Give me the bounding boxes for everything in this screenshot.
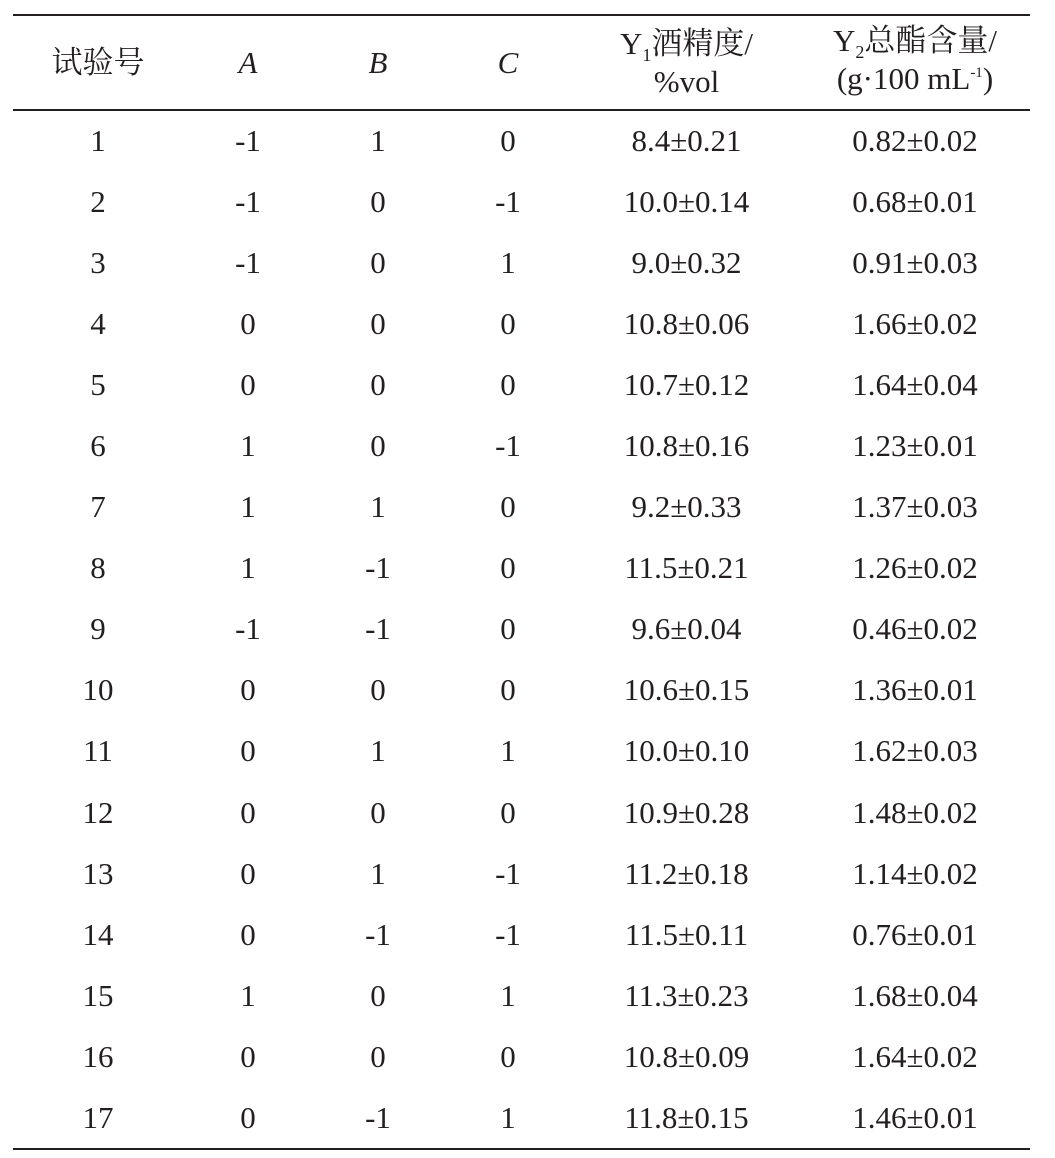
factor-a-cell: -1: [235, 123, 261, 159]
alcohol-content-cell: 11.5±0.21: [624, 550, 749, 586]
header-factor-b: B: [368, 44, 388, 80]
factor-c-cell: 1: [500, 1099, 516, 1135]
alcohol-content-cell: 10.7±0.12: [623, 366, 750, 402]
table-row: [13, 660, 1030, 721]
total-ester-cell: 1.14±0.02: [852, 855, 978, 891]
factor-b-cell: -1: [365, 1099, 391, 1135]
factor-c-cell: 1: [500, 733, 516, 769]
trial-number-cell: 5: [90, 366, 106, 402]
trial-number-cell: 10: [82, 672, 114, 708]
trial-number-cell: 7: [90, 489, 106, 525]
table-body: [13, 110, 1030, 1149]
table-row: [13, 721, 1030, 782]
trial-number-cell: 2: [90, 183, 106, 219]
factor-a-cell: 0: [240, 305, 256, 341]
table-row: [13, 171, 1030, 232]
total-ester-cell: 1.48±0.02: [852, 794, 978, 830]
alcohol-content-cell: 11.3±0.23: [624, 977, 749, 1013]
alcohol-content-cell: 11.5±0.11: [624, 916, 749, 952]
factor-c-cell: 0: [500, 123, 516, 159]
factor-c-cell: 0: [500, 672, 516, 708]
factor-b-cell: 1: [370, 489, 386, 525]
total-ester-cell: 1.37±0.03: [852, 489, 978, 525]
table-row: [13, 354, 1030, 415]
factor-c-cell: -1: [495, 428, 521, 464]
total-ester-cell: 1.36±0.01: [852, 672, 978, 708]
trial-number-cell: 12: [82, 794, 114, 830]
total-ester-cell: 1.46±0.01: [852, 1099, 978, 1135]
table-row: [13, 843, 1030, 904]
alcohol-content-cell: 10.0±0.10: [623, 733, 750, 769]
total-ester-cell: 1.62±0.03: [852, 733, 978, 769]
factor-a-cell: -1: [235, 244, 261, 280]
header-ester-line1: $Y_2$总酯含量/: [832, 22, 997, 62]
trial-number-cell: 14: [82, 916, 114, 952]
factor-b-cell: 0: [370, 244, 386, 280]
factor-b-cell: 0: [370, 428, 386, 464]
total-ester-cell: 1.26±0.02: [852, 550, 978, 586]
trial-number-cell: 8: [90, 550, 106, 586]
alcohol-content-cell: 10.8±0.16: [623, 428, 750, 464]
factor-a-cell: 1: [240, 489, 256, 525]
factor-b-cell: 1: [370, 123, 386, 159]
trial-number-cell: 6: [90, 428, 106, 464]
factor-a-cell: 0: [240, 794, 256, 830]
header-alcohol-content: [573, 15, 800, 110]
factor-a-cell: 1: [240, 428, 256, 464]
alcohol-content-cell: 10.8±0.06: [623, 305, 750, 341]
table-row: [13, 599, 1030, 660]
table-row: [13, 1088, 1030, 1149]
factor-a-cell: 1: [240, 977, 256, 1013]
factor-a-cell: 1: [240, 550, 256, 586]
factor-c-cell: 0: [500, 366, 516, 402]
total-ester-cell: 0.91±0.03: [852, 244, 978, 280]
factor-c-cell: 1: [500, 977, 516, 1013]
alcohol-content-cell: 10.6±0.15: [623, 672, 750, 708]
header-total-ester: [800, 15, 1030, 110]
factor-b-cell: 1: [370, 855, 386, 891]
alcohol-content-cell: 10.0±0.14: [623, 183, 750, 219]
factor-b-cell: 0: [370, 672, 386, 708]
header-alcohol-line1: $Y_1$酒精度/: [619, 25, 753, 65]
table-row: [13, 782, 1030, 843]
table-row: [13, 415, 1030, 476]
table-row: [13, 232, 1030, 293]
header-factor-a: A: [238, 44, 258, 80]
table-row: [13, 904, 1030, 965]
table-row: [13, 965, 1030, 1026]
factor-a-cell: 0: [240, 672, 256, 708]
factor-b-cell: -1: [365, 611, 391, 647]
factor-c-cell: -1: [495, 183, 521, 219]
alcohol-content-cell: 11.2±0.18: [624, 855, 749, 891]
header-row: [13, 15, 1030, 110]
total-ester-cell: 0.76±0.01: [852, 916, 978, 952]
table-row: [13, 110, 1030, 171]
table-row: [13, 477, 1030, 538]
factor-a-cell: 0: [240, 1099, 256, 1135]
alcohol-content-cell: 11.8±0.15: [624, 1099, 749, 1135]
alcohol-content-cell: 9.6±0.04: [631, 611, 742, 647]
header-alcohol-line2: %vol: [653, 63, 720, 99]
factor-a-cell: -1: [235, 611, 261, 647]
factor-c-cell: 0: [500, 611, 516, 647]
trial-number-cell: 16: [82, 1038, 114, 1074]
factor-a-cell: 0: [240, 733, 256, 769]
total-ester-cell: 0.82±0.02: [852, 123, 978, 159]
factor-c-cell: 0: [500, 550, 516, 586]
factor-c-cell: 0: [500, 305, 516, 341]
trial-number-cell: 9: [90, 611, 106, 647]
factor-b-cell: -1: [365, 550, 391, 586]
factor-a-cell: 0: [240, 1038, 256, 1074]
data-table-container: [13, 14, 1030, 1150]
total-ester-cell: 0.46±0.02: [852, 611, 978, 647]
header-trial-number: 试验号: [51, 44, 145, 80]
header-factor-c: C: [497, 44, 519, 80]
factor-c-cell: -1: [495, 916, 521, 952]
trial-number-cell: 11: [83, 733, 113, 769]
total-ester-cell: 1.64±0.04: [852, 366, 978, 402]
table-header: [13, 15, 1030, 110]
total-ester-cell: 0.68±0.01: [852, 183, 978, 219]
factor-a-cell: -1: [235, 183, 261, 219]
table-row: [13, 293, 1030, 354]
factor-b-cell: 0: [370, 366, 386, 402]
factor-b-cell: 0: [370, 305, 386, 341]
factor-a-cell: 0: [240, 916, 256, 952]
factor-b-cell: -1: [365, 916, 391, 952]
factor-c-cell: 1: [500, 244, 516, 280]
experiment-results-table: [13, 14, 1030, 1150]
alcohol-content-cell: 8.4±0.21: [631, 123, 742, 159]
table-row: [13, 538, 1030, 599]
total-ester-cell: 1.66±0.02: [852, 305, 978, 341]
trial-number-cell: 17: [82, 1099, 114, 1135]
trial-number-cell: 1: [90, 123, 106, 159]
factor-b-cell: 0: [370, 1038, 386, 1074]
factor-b-cell: 0: [370, 183, 386, 219]
factor-b-cell: 1: [370, 733, 386, 769]
factor-c-cell: 0: [500, 489, 516, 525]
alcohol-content-cell: 9.2±0.33: [631, 489, 742, 525]
trial-number-cell: 3: [90, 244, 106, 280]
factor-a-cell: 0: [240, 855, 256, 891]
alcohol-content-cell: 9.0±0.32: [631, 244, 742, 280]
total-ester-cell: 1.64±0.02: [852, 1038, 978, 1074]
trial-number-cell: 4: [90, 305, 106, 341]
factor-c-cell: 0: [500, 1038, 516, 1074]
header-ester-line2: (g·100 $mL^{-1}$): [836, 60, 994, 96]
total-ester-cell: 1.68±0.04: [852, 977, 978, 1013]
total-ester-cell: 1.23±0.01: [852, 428, 978, 464]
trial-number-cell: 13: [82, 855, 114, 891]
factor-c-cell: 0: [500, 794, 516, 830]
factor-b-cell: 0: [370, 977, 386, 1013]
alcohol-content-cell: 10.9±0.28: [623, 794, 750, 830]
trial-number-cell: 15: [82, 977, 114, 1013]
factor-b-cell: 0: [370, 794, 386, 830]
factor-c-cell: -1: [495, 855, 521, 891]
table-row: [13, 1026, 1030, 1087]
alcohol-content-cell: 10.8±0.09: [623, 1038, 750, 1074]
factor-a-cell: 0: [240, 366, 256, 402]
